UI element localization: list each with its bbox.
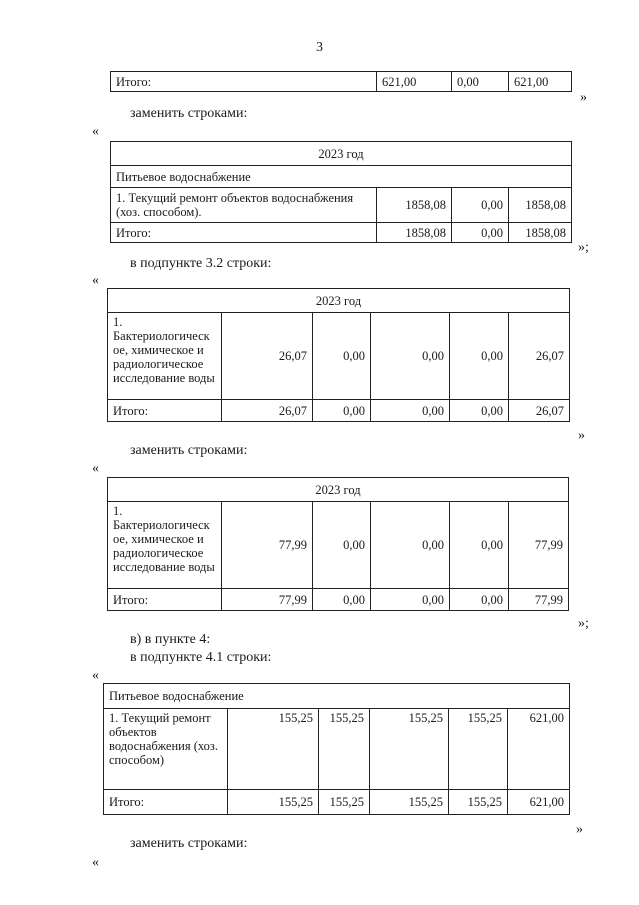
closing-quote: »; [578,240,589,255]
total-value: 77,99 [509,589,569,611]
total-value: 0,00 [371,589,450,611]
total-table-top [110,71,572,92]
opening-quote: « [92,124,99,139]
item-value: 0,00 [450,313,509,400]
item-label: 1. Бактериологическ ое, химическое и радиологическое исследование воды [108,313,222,400]
item-value: 77,99 [222,502,313,589]
total-value: 0,00 [313,589,371,611]
total-label: Итого: [108,400,222,422]
total-value: 1858,08 [509,223,572,243]
item-value: 0,00 [313,313,371,400]
opening-quote: « [92,668,99,683]
subpoint-3-2-text: в подпункте 3.2 строки: [130,256,272,271]
total-value: 0,00 [450,589,509,611]
replacement-table-water-testing [107,477,569,611]
item-value: 26,07 [509,313,570,400]
item-value: 77,99 [509,502,569,589]
total-label: Итого: [111,72,377,92]
total-label: Итого: [111,223,377,243]
total-value: 0,00 [371,400,450,422]
total-value: 26,07 [222,400,313,422]
item-value: 26,07 [222,313,313,400]
closing-quote: » [580,90,587,105]
item-value: 0,00 [371,502,450,589]
year-header: 2023 год [108,478,569,502]
total-value: 621,00 [508,790,570,815]
item-value: 621,00 [508,709,570,790]
total-value: 0,00 [452,72,509,92]
closing-quote: »; [578,616,589,631]
total-value: 155,25 [228,790,319,815]
item-value: 155,25 [449,709,508,790]
closing-quote: » [578,428,585,443]
original-table-repair [103,683,570,815]
item-value: 1858,08 [509,188,572,223]
item-value: 0,00 [313,502,371,589]
opening-quote: « [92,461,99,476]
subpoint-4-1-text: в подпункте 4.1 строки: [130,650,272,665]
item-value: 155,25 [228,709,319,790]
total-value: 155,25 [449,790,508,815]
item-value: 1858,08 [377,188,452,223]
section-header: Питьевое водоснабжение [111,166,572,188]
replace-instruction: заменить строками: [130,836,248,851]
total-value: 0,00 [452,223,509,243]
item-value: 0,00 [450,502,509,589]
closing-quote: » [576,822,583,837]
point-4-text: в) в пункте 4: [130,632,211,647]
item-label: 1. Текущий ремонт объектов водоснабжения (хоз. способом). [111,188,377,223]
total-value: 1858,08 [377,223,452,243]
item-label: 1. Текущий ремонт объектов водоснабжения (хоз. способом) [104,709,228,790]
total-label: Итого: [104,790,228,815]
section-header: Питьевое водоснабжение [104,684,570,709]
year-header: 2023 год [108,289,570,313]
opening-quote: « [92,855,99,870]
item-label: 1. Бактериологическ ое, химическое и радиологическое исследование воды [108,502,222,589]
total-value: 0,00 [450,400,509,422]
total-value: 155,25 [370,790,449,815]
item-value: 155,25 [370,709,449,790]
total-value: 77,99 [222,589,313,611]
opening-quote: « [92,273,99,288]
total-label: Итого: [108,589,222,611]
item-value: 0,00 [452,188,509,223]
year-header: 2023 год [111,142,572,166]
total-value: 155,25 [319,790,370,815]
total-value: 26,07 [509,400,570,422]
page-number: 3 [316,40,323,55]
replace-instruction: заменить строками: [130,106,248,121]
total-value: 621,00 [509,72,572,92]
original-table-water-testing [107,288,570,422]
total-value: 0,00 [313,400,371,422]
replacement-table-water-supply [110,141,572,243]
item-value: 0,00 [371,313,450,400]
item-value: 155,25 [319,709,370,790]
total-value: 621,00 [377,72,452,92]
replace-instruction: заменить строками: [130,443,248,458]
